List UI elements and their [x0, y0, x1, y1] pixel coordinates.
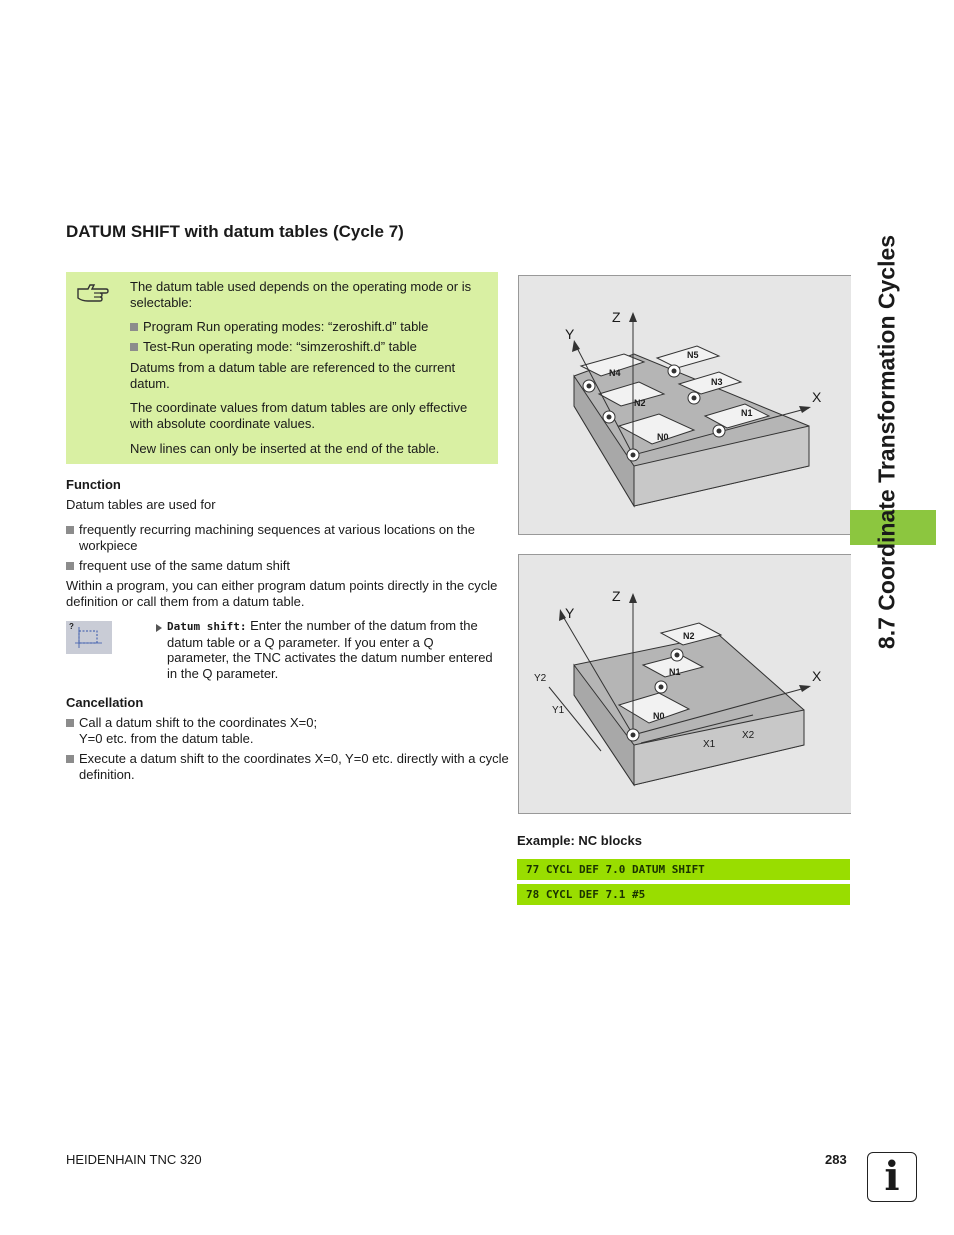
page-number: 283: [825, 1152, 847, 1167]
axis-label-x: X: [812, 389, 822, 405]
datum-label: N1: [741, 408, 753, 418]
footer-product: HEIDENHAIN TNC 320: [66, 1152, 202, 1167]
info-icon[interactable]: i: [867, 1152, 917, 1202]
note-bullet: Test-Run operating mode: “simzeroshift.d” table: [130, 339, 490, 355]
nc-block-line: 77 CYCL DEF 7.0 DATUM SHIFT: [517, 859, 850, 880]
datum-label: N3: [711, 377, 723, 387]
note-bullet: Program Run operating modes: “zeroshift.d” table: [130, 319, 490, 335]
dimension-label: X2: [742, 730, 755, 741]
datum-label: N0: [653, 711, 665, 721]
param-text: Enter the number of the datum from the datum table or a Q parameter. If you enter a Q parameter, the TNC activates the datum number entered in the Q parameter.: [167, 618, 493, 681]
function-paragraph: Within a program, you can either program datum points directly in the cycle definition or call them from a datum table.: [66, 578, 498, 609]
datum-label: N2: [683, 631, 695, 641]
datum-label: N1: [669, 667, 681, 677]
datum-label: N2: [634, 398, 646, 408]
example-heading: Example: NC blocks: [517, 833, 642, 848]
cancellation-bullet: Call a datum shift to the coordinates X=0; Y=0 etc. from the datum table.: [66, 715, 339, 746]
datum-shift-softkey-icon: ?: [66, 621, 112, 654]
dimension-label: X1: [703, 739, 716, 750]
axis-label-z: Z: [612, 588, 621, 604]
axis-label-z: Z: [612, 309, 621, 325]
datum-label: N0: [657, 432, 669, 442]
axis-label-y: Y: [565, 605, 575, 621]
dimension-label: Y2: [534, 673, 547, 684]
cancellation-heading: Cancellation: [66, 695, 144, 710]
nc-block-line: 78 CYCL DEF 7.1 #5: [517, 884, 850, 905]
function-intro: Datum tables are used for: [66, 497, 216, 512]
function-bullet: frequent use of the same datum shift: [66, 558, 511, 574]
dimension-label: Y1: [552, 705, 565, 716]
function-heading: Function: [66, 477, 121, 492]
function-bullet: frequently recurring machining sequences at various locations on the workpiece: [66, 522, 499, 553]
figure-datum-shift-coordinates: [518, 554, 851, 814]
note-paragraph: New lines can only be inserted at the end of the table.: [130, 441, 440, 456]
pointing-hand-icon: [76, 280, 110, 306]
param-name: Datum shift:: [167, 620, 247, 633]
cancellation-bullet: Execute a datum shift to the coordinates X=0, Y=0 etc. directly with a cycle definition.: [66, 751, 511, 782]
chapter-title: 8.7 Coordinate Transformation Cycles: [873, 234, 900, 650]
note-box: [66, 272, 498, 464]
note-paragraph: The coordinate values from datum tables are only effective with absolute coordinate values.: [130, 400, 468, 431]
note-intro: The datum table used depends on the operating mode or is selectable:: [130, 279, 472, 310]
datum-label: N5: [687, 350, 699, 360]
axis-label-y: Y: [565, 326, 575, 342]
datum-label: N4: [609, 368, 621, 378]
note-paragraph: Datums from a datum table are referenced to the current datum.: [130, 360, 456, 391]
param-arrow-icon: [155, 620, 163, 630]
axis-label-x: X: [812, 668, 822, 684]
section-title: DATUM SHIFT with datum tables (Cycle 7): [66, 222, 404, 241]
figure-datum-table-workpiece: [518, 275, 851, 535]
param-description: [167, 618, 497, 681]
